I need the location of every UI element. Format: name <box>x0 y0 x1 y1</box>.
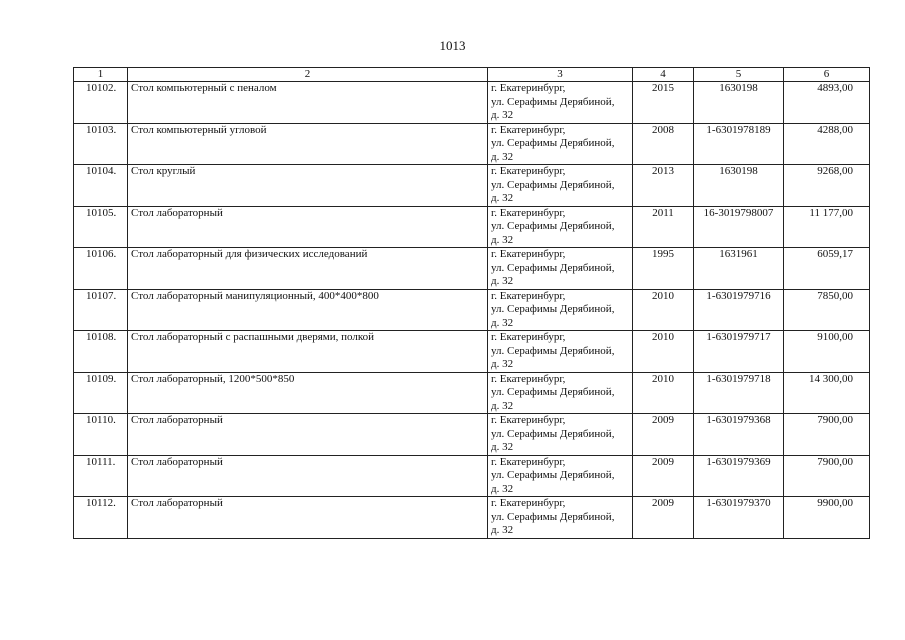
address-cell <box>488 455 633 497</box>
address-cell <box>488 372 633 414</box>
address-line: г. Екатеринбург, <box>491 289 566 302</box>
year-cell: 1995 <box>633 248 694 290</box>
address-line: ул. Серафимы Дерябиной, <box>491 261 615 274</box>
cost-cell: 9900,00 <box>784 497 870 539</box>
row-number-cell: 10108. <box>74 331 128 373</box>
address-cell <box>488 331 633 373</box>
address-cell <box>488 497 633 539</box>
table-row <box>74 165 870 207</box>
address-line: д. 32 <box>491 524 514 536</box>
inventory-table <box>73 67 870 539</box>
row-number-cell: 10107. <box>74 289 128 331</box>
inventory-number-cell: 1-6301979717 <box>694 331 784 373</box>
table-body <box>74 82 870 539</box>
cost-cell: 4893,00 <box>784 82 870 124</box>
cost-cell: 9268,00 <box>784 165 870 207</box>
item-name-cell: Стол лабораторный с распашными дверями, полкой <box>128 331 488 373</box>
cost-cell: 7900,00 <box>784 414 870 456</box>
item-name-cell: Стол компьютерный угловой <box>128 123 488 165</box>
address-line: г. Екатеринбург, <box>491 331 566 343</box>
table-row <box>74 497 870 539</box>
inventory-number-cell: 1-6301979718 <box>694 372 784 414</box>
address-cell <box>488 289 633 331</box>
item-name-cell: Стол лабораторный для физических исследований <box>128 248 488 290</box>
address-line: ул. Серафимы Дерябиной, <box>491 95 615 108</box>
year-cell: 2010 <box>633 331 694 373</box>
address-line: г. Екатеринбург, <box>491 372 566 385</box>
item-name-cell: Стол лабораторный, 1200*500*850 <box>128 372 488 414</box>
column-header-4: 4 <box>633 68 694 82</box>
address-cell <box>488 123 633 165</box>
address-cell <box>488 206 633 248</box>
inventory-number-cell: 16-3019798007 <box>694 206 784 248</box>
address-line: д. 32 <box>491 399 514 412</box>
address-cell <box>488 165 633 207</box>
cost-cell: 4288,00 <box>784 123 870 165</box>
column-header-3: 3 <box>488 68 633 82</box>
address-line: ул. Серафимы Дерябиной, <box>491 386 615 398</box>
row-number-cell: 10109. <box>74 372 128 414</box>
address-line: ул. Серафимы Дерябиной, <box>491 220 615 232</box>
address-line: ул. Серафимы Дерябиной, <box>491 137 615 149</box>
table-row <box>74 123 870 165</box>
column-header-5: 5 <box>694 68 784 82</box>
address-line: г. Екатеринбург, <box>491 165 566 177</box>
row-number-cell: 10103. <box>74 123 128 165</box>
inventory-number-cell: 1-6301979369 <box>694 455 784 497</box>
address-line: д. 32 <box>491 275 514 287</box>
column-header-2: 2 <box>128 68 488 82</box>
address-line: д. 32 <box>491 441 514 453</box>
address-line: д. 32 <box>491 109 514 121</box>
address-line: ул. Серафимы Дерябиной, <box>491 178 615 191</box>
inventory-number-cell: 1-6301978189 <box>694 123 784 165</box>
table-row <box>74 372 870 414</box>
address-line: д. 32 <box>491 233 514 246</box>
address-line: г. Екатеринбург, <box>491 123 566 136</box>
inventory-number-cell: 1630198 <box>694 165 784 207</box>
cost-cell: 7900,00 <box>784 455 870 497</box>
row-number-cell: 10112. <box>74 497 128 539</box>
inventory-number-cell: 1631961 <box>694 248 784 290</box>
address-line: г. Екатеринбург, <box>491 414 566 426</box>
table-row <box>74 331 870 373</box>
inventory-number-cell: 1630198 <box>694 82 784 124</box>
table-row <box>74 414 870 456</box>
cost-cell: 14 300,00 <box>784 372 870 414</box>
page-number: 1013 <box>439 38 466 53</box>
table-row <box>74 82 870 124</box>
address-line: г. Екатеринбург, <box>491 497 566 509</box>
address-cell <box>488 248 633 290</box>
address-line: г. Екатеринбург, <box>491 248 566 260</box>
row-number-cell: 10104. <box>74 165 128 207</box>
address-line: д. 32 <box>491 150 514 163</box>
address-line: д. 32 <box>491 358 514 370</box>
table-row <box>74 206 870 248</box>
year-cell: 2009 <box>633 455 694 497</box>
column-header-6: 6 <box>784 68 870 82</box>
cost-cell: 6059,17 <box>784 248 870 290</box>
item-name-cell: Стол компьютерный с пеналом <box>128 82 488 124</box>
inventory-number-cell: 1-6301979368 <box>694 414 784 456</box>
item-name-cell: Стол лабораторный <box>128 206 488 248</box>
cost-cell: 7850,00 <box>784 289 870 331</box>
table-row <box>74 248 870 290</box>
year-cell: 2013 <box>633 165 694 207</box>
inventory-number-cell: 1-6301979370 <box>694 497 784 539</box>
address-line: ул. Серафимы Дерябиной, <box>491 344 615 357</box>
row-number-cell: 10102. <box>74 82 128 124</box>
row-number-cell: 10106. <box>74 248 128 290</box>
address-line: г. Екатеринбург, <box>491 82 566 94</box>
header-row <box>74 68 870 82</box>
cost-cell: 11 177,00 <box>784 206 870 248</box>
address-line: г. Екатеринбург, <box>491 206 566 219</box>
address-line: д. 32 <box>491 482 514 495</box>
year-cell: 2010 <box>633 289 694 331</box>
address-line: д. 32 <box>491 316 514 329</box>
row-number-cell: 10105. <box>74 206 128 248</box>
table-row <box>74 289 870 331</box>
address-line: г. Екатеринбург, <box>491 455 566 468</box>
table-row <box>74 455 870 497</box>
year-cell: 2010 <box>633 372 694 414</box>
address-line: д. 32 <box>491 192 514 204</box>
address-line: ул. Серафимы Дерябиной, <box>491 510 615 523</box>
address-line: ул. Серафимы Дерябиной, <box>491 303 615 315</box>
year-cell: 2009 <box>633 497 694 539</box>
address-cell <box>488 82 633 124</box>
address-cell <box>488 414 633 456</box>
year-cell: 2015 <box>633 82 694 124</box>
column-header-1: 1 <box>74 68 128 82</box>
item-name-cell: Стол лабораторный манипуляционный, 400*400*800 <box>128 289 488 331</box>
cost-cell: 9100,00 <box>784 331 870 373</box>
row-number-cell: 10111. <box>74 455 128 497</box>
row-number-cell: 10110. <box>74 414 128 456</box>
item-name-cell: Стол лабораторный <box>128 414 488 456</box>
item-name-cell: Стол круглый <box>128 165 488 207</box>
address-line: ул. Серафимы Дерябиной, <box>491 427 615 440</box>
item-name-cell: Стол лабораторный <box>128 455 488 497</box>
item-name-cell: Стол лабораторный <box>128 497 488 539</box>
inventory-number-cell: 1-6301979716 <box>694 289 784 331</box>
year-cell: 2011 <box>633 206 694 248</box>
year-cell: 2008 <box>633 123 694 165</box>
address-line: ул. Серафимы Дерябиной, <box>491 469 615 481</box>
year-cell: 2009 <box>633 414 694 456</box>
